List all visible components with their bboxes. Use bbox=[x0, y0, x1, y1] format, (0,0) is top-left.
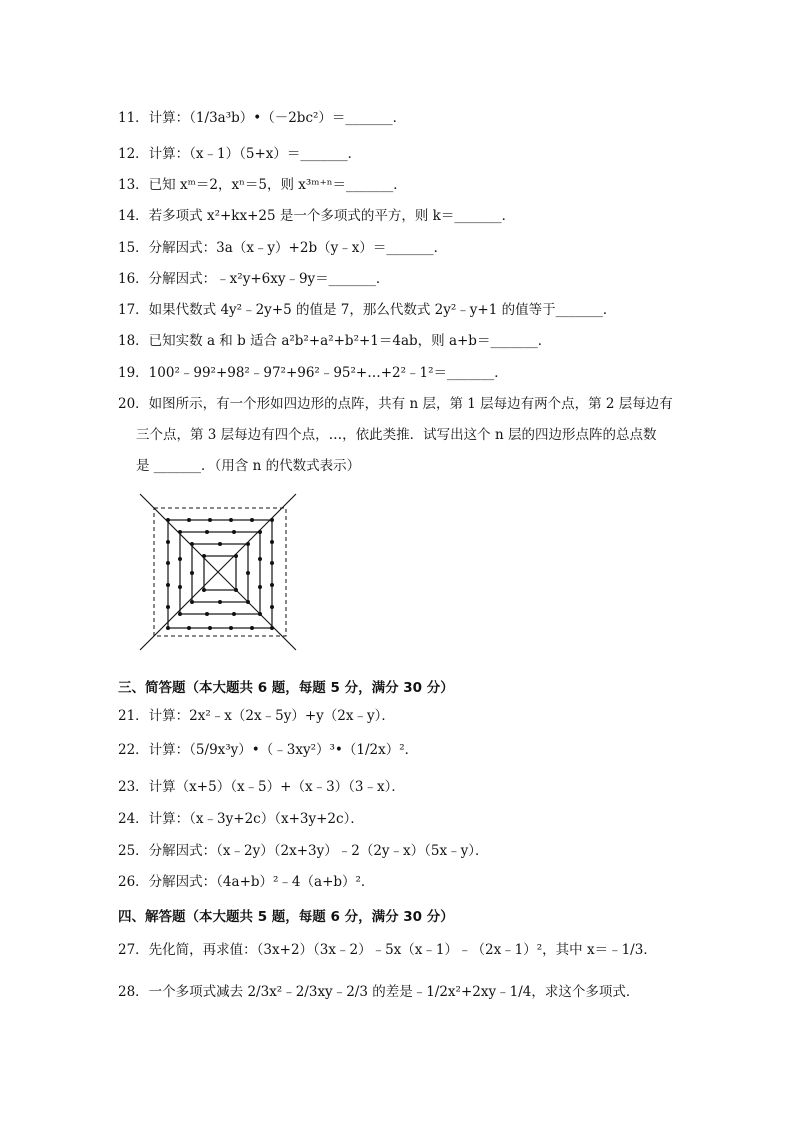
problem-19: 19．100²﹣99²+98²﹣97²+96²﹣95²+…+2²﹣1²＝_______． bbox=[118, 365, 508, 381]
problem-23: 23．计算（x+5）（x﹣5）+（x﹣3）（3﹣x）． bbox=[118, 779, 405, 795]
section-4-title: 四、解答题（本大题共 5 题，每题 6 分，满分 30 分） bbox=[118, 909, 454, 925]
problem-27: 27．先化简，再求值：（3x+2）（3x﹣2）﹣5x（x﹣1）﹣（2x﹣1）²，其中 x＝﹣1/3． bbox=[118, 942, 657, 958]
problem-15: 15．分解因式：3a（x﹣y）+2b（y﹣x）＝_______． bbox=[118, 240, 448, 256]
problem-25: 25．分解因式：（x﹣2y）（2x+3y）﹣2（2y﹣x）（5x﹣y）． bbox=[118, 843, 489, 859]
problem-26: 26．分解因式：（4a+b）²﹣4（a+b）²． bbox=[118, 874, 375, 890]
problem-12: 12．计算：（x﹣1）（5+x）＝_______． bbox=[118, 146, 362, 162]
problem-16: 16．分解因式：﹣x²y+6xy﹣9y＝_______． bbox=[118, 271, 390, 287]
problem-11: 11．计算：（1/3a³b）•（－2bc²）＝_______． bbox=[118, 110, 407, 126]
problem-20-line-2: 三个点，第 3 层每边有四个点，…，依此类推．试写出这个 n 层的四边形点阵的总点数 bbox=[136, 427, 657, 443]
problem-13: 13．已知 xᵐ＝2，xⁿ＝5，则 x³ᵐ⁺ⁿ＝_______． bbox=[118, 177, 407, 193]
section-3-title: 三、简答题（本大题共 6 题，每题 5 分，满分 30 分） bbox=[118, 680, 454, 696]
problem-20-line-1: 20．如图所示，有一个形如四边形的点阵，共有 n 层，第 1 层每边有两个点，第 2 层每边有 bbox=[118, 396, 673, 412]
problem-28: 28．一个多项式减去 2/3x²﹣2/3xy﹣2/3 的差是﹣1/2x²+2xy﹣1/4，求这个多项式． bbox=[118, 984, 640, 1000]
problem-18: 18．已知实数 a 和 b 适合 a²b²+a²+b²+1＝4ab，则 a+b＝_______． bbox=[118, 333, 552, 349]
problem-14: 14．若多项式 x²+kx+25 是一个多项式的平方，则 k＝_______． bbox=[118, 208, 516, 224]
problem-22: 22．计算：（5/9x³y）•（﹣3xy²）³•（1/2x）²． bbox=[118, 742, 419, 758]
problem-24: 24．计算：（x﹣3y+2c）（x+3y+2c）． bbox=[118, 811, 364, 827]
problem-21: 21．计算：2x²﹣x（2x﹣5y）+y（2x﹣y）． bbox=[118, 708, 395, 724]
problem-17: 17．如果代数式 4y²﹣2y+5 的值是 7，那么代数式 2y²﹣y+1 的值等于_______． bbox=[118, 302, 617, 318]
dot-lattice-figure bbox=[138, 490, 298, 652]
problem-20-line-3: 是 _______．（用含 n 的代数式表示） bbox=[136, 458, 361, 474]
